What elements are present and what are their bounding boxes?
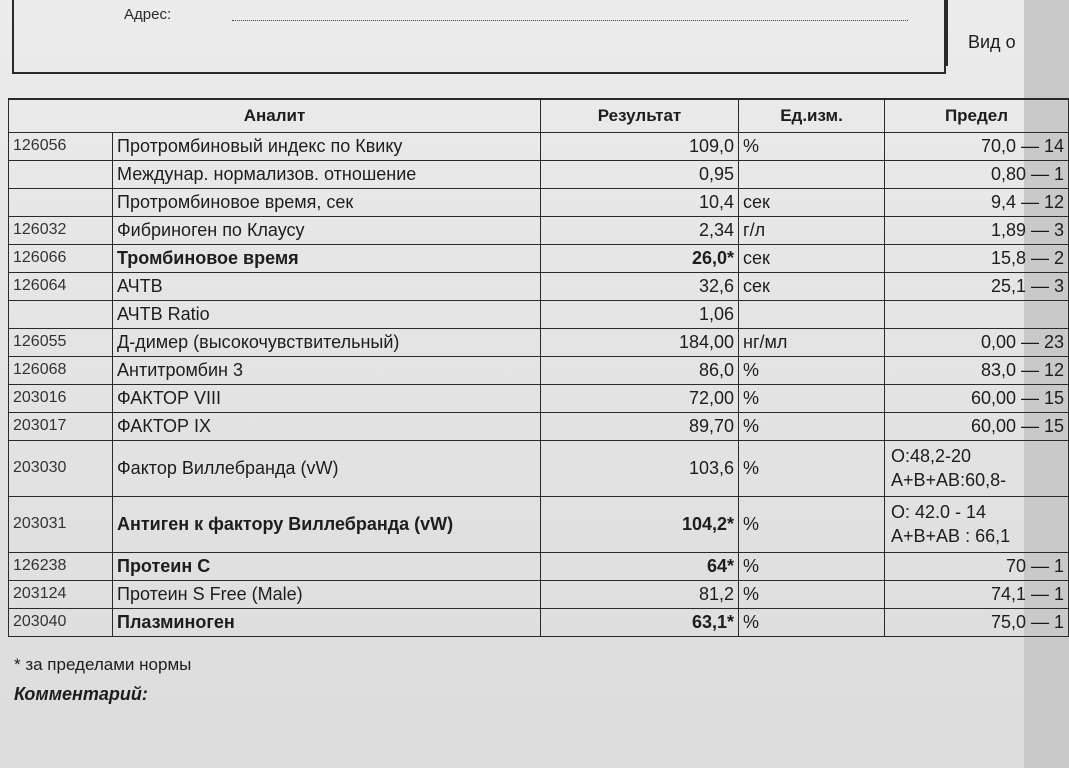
result-value: 109,0	[541, 132, 739, 160]
result-value: 63,1*	[541, 608, 739, 636]
analyte-name: Протромбиновое время, сек	[113, 188, 541, 216]
analyte-name: Антитромбин 3	[113, 356, 541, 384]
table-row	[9, 132, 1069, 160]
table-row	[9, 412, 1069, 440]
table-row	[9, 608, 1069, 636]
analyte-code: 126064	[9, 272, 113, 300]
reference-range: 60,00 — 15	[885, 412, 1069, 440]
table-row	[9, 580, 1069, 608]
table-row	[9, 440, 1069, 496]
table-row	[9, 496, 1069, 552]
analyte-name: Антиген к фактору Виллебранда (vW)	[113, 496, 541, 552]
analyte-name: Фактор Виллебранда (vW)	[113, 440, 541, 496]
reference-range: 83,0 — 12	[885, 356, 1069, 384]
table-row	[9, 300, 1069, 328]
analyte-code: 126055	[9, 328, 113, 356]
table-row	[9, 356, 1069, 384]
unit-value: %	[739, 496, 885, 552]
analyte-code: 203016	[9, 384, 113, 412]
table-row	[9, 384, 1069, 412]
reference-range	[885, 496, 1069, 552]
unit-value: %	[739, 552, 885, 580]
result-value: 104,2*	[541, 496, 739, 552]
table-row	[9, 244, 1069, 272]
reference-range: 74,1 — 1	[885, 580, 1069, 608]
table-row	[9, 188, 1069, 216]
column-header-unit: Ед.изм.	[739, 99, 885, 132]
unit-value: сек	[739, 244, 885, 272]
analyte-name: ФАКТОР VIII	[113, 384, 541, 412]
analyte-code: 126066	[9, 244, 113, 272]
reference-range: 0,80 — 1	[885, 160, 1069, 188]
unit-value: %	[739, 580, 885, 608]
analyte-code	[9, 300, 113, 328]
vid-label: Вид о	[968, 32, 1016, 52]
unit-value: сек	[739, 188, 885, 216]
unit-value: %	[739, 384, 885, 412]
reference-range: 75,0 — 1	[885, 608, 1069, 636]
result-value: 103,6	[541, 440, 739, 496]
analyte-code	[9, 188, 113, 216]
analyte-code: 203017	[9, 412, 113, 440]
reference-range: 70,0 — 14	[885, 132, 1069, 160]
reference-range: 70 — 1	[885, 552, 1069, 580]
table-row	[9, 216, 1069, 244]
reference-range: 1,89 — 3	[885, 216, 1069, 244]
reference-range-line: O:48,2-20	[891, 446, 972, 466]
unit-value	[739, 160, 885, 188]
reference-range	[885, 300, 1069, 328]
analyte-name: Протеин С	[113, 552, 541, 580]
unit-value: %	[739, 356, 885, 384]
unit-value: %	[739, 608, 885, 636]
result-value: 184,00	[541, 328, 739, 356]
analyte-name: Д-димер (высокочувствительный)	[113, 328, 541, 356]
result-value: 72,00	[541, 384, 739, 412]
address-line	[232, 20, 908, 21]
table-row	[9, 552, 1069, 580]
analyte-name: Междунар. нормализов. отношение	[113, 160, 541, 188]
reference-range-line: A+B+AB:60,8-	[891, 470, 1007, 490]
column-header-result: Результат	[541, 99, 739, 132]
analyte-code: 126032	[9, 216, 113, 244]
unit-value: сек	[739, 272, 885, 300]
reference-range: 0,00 — 23	[885, 328, 1069, 356]
table-row	[9, 328, 1069, 356]
analyte-name: Протромбиновый индекс по Квику	[113, 132, 541, 160]
unit-value: нг/мл	[739, 328, 885, 356]
unit-value: г/л	[739, 216, 885, 244]
unit-value: %	[739, 132, 885, 160]
analyte-name: Фибриноген по Клаусу	[113, 216, 541, 244]
analyte-code: 126068	[9, 356, 113, 384]
result-value: 2,34	[541, 216, 739, 244]
column-header-reference: Предел	[885, 99, 1069, 132]
result-value: 86,0	[541, 356, 739, 384]
result-value: 81,2	[541, 580, 739, 608]
analyte-name: АЧТВ Ratio	[113, 300, 541, 328]
analyte-code	[9, 160, 113, 188]
analyte-name: Протеин S Free (Male)	[113, 580, 541, 608]
analyte-code: 126238	[9, 552, 113, 580]
analyte-name: ФАКТОР IX	[113, 412, 541, 440]
reference-range-line: A+B+AB : 66,1	[891, 526, 1011, 546]
result-value: 32,6	[541, 272, 739, 300]
result-value: 10,4	[541, 188, 739, 216]
analyte-code: 203124	[9, 580, 113, 608]
unit-value: %	[739, 440, 885, 496]
result-value: 0,95	[541, 160, 739, 188]
analyte-name: Плазминоген	[113, 608, 541, 636]
analyte-code: 203031	[9, 496, 113, 552]
reference-range: 9,4 — 12	[885, 188, 1069, 216]
result-value: 64*	[541, 552, 739, 580]
unit-value: %	[739, 412, 885, 440]
reference-range: 15,8 — 2	[885, 244, 1069, 272]
analyte-code: 203040	[9, 608, 113, 636]
table-row	[9, 272, 1069, 300]
analyte-name: АЧТВ	[113, 272, 541, 300]
footnote: * за пределами нормы	[14, 655, 192, 674]
reference-range: 60,00 — 15	[885, 384, 1069, 412]
analyte-code: 126056	[9, 132, 113, 160]
analyte-name: Тромбиновое время	[113, 244, 541, 272]
address-label: Адрес:	[124, 6, 172, 23]
results-body	[9, 132, 1069, 636]
reference-range: 25,1 — 3	[885, 272, 1069, 300]
reference-range-line: O: 42.0 - 14	[891, 502, 987, 522]
table-header-row	[9, 99, 1069, 132]
result-value: 26,0*	[541, 244, 739, 272]
column-header-analyte: Аналит	[9, 99, 541, 132]
result-value: 89,70	[541, 412, 739, 440]
reference-range	[885, 440, 1069, 496]
results-table	[8, 98, 1069, 637]
analyte-code: 203030	[9, 440, 113, 496]
unit-value	[739, 300, 885, 328]
comment-label: Комментарий:	[14, 684, 148, 704]
result-value: 1,06	[541, 300, 739, 328]
table-row	[9, 160, 1069, 188]
